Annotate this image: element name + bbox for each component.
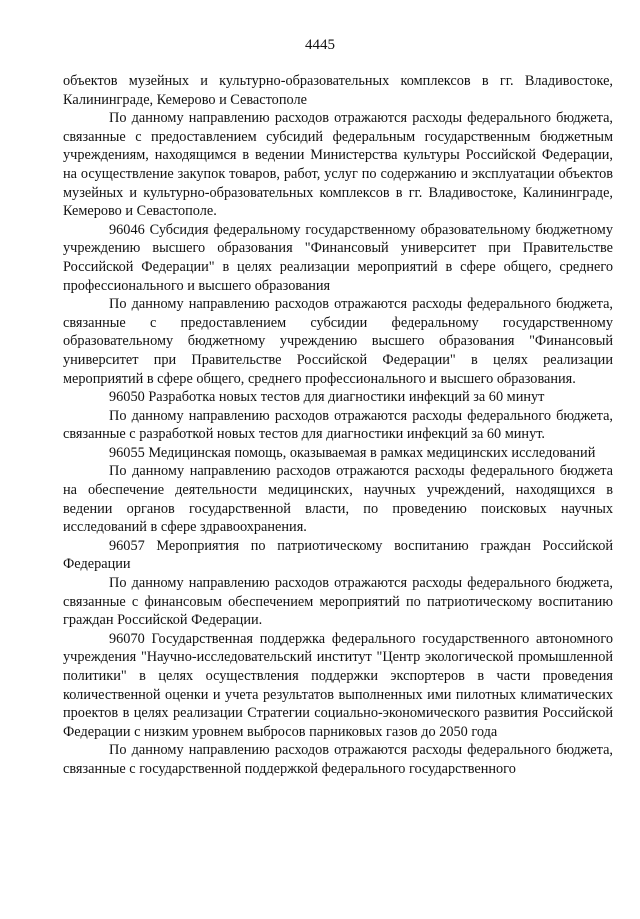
paragraph-description: По данному направлению расходов отражаются расходы федерального бюджета, связанные с предоставлением субсидий федеральным государственным бюджетным учреждениям, находящимся в ведении Министерства культуры Российской Федерации, на осуществление закупок товаров, работ, услуг по содержанию и эксплуатации объектов музейных и культурно-образовательных комплексов в гг. Владивостоке, Калининграде, Кемерово и Севастополе. — [63, 110, 613, 220]
paragraph-heading-96055: 96055 Медицинская помощь, оказываемая в рамках медицинских исследований — [109, 444, 596, 461]
document-body — [63, 72, 613, 779]
paragraph-description: По данному направлению расходов отражаются расходы федерального бюджета, связанные с государственной поддержкой федерального государственного — [63, 742, 613, 777]
paragraph-continuation: объектов музейных и культурно-образовательных комплексов в гг. Владивостоке, Калининграде, Кемерово и Севастополе — [63, 73, 613, 108]
paragraph-heading-96046: 96046 Субсидия федеральному государственному образовательному бюджетному учреждению высшего образования "Финансовый университет при Правительстве Российской Федерации" в целях реализации мероприятий в сфере общего, среднего профессионального и высшего образования — [63, 221, 613, 294]
paragraph-heading-96070: 96070 Государственная поддержка федерального государственного автономного учреждения "Научно-исследовательский институт "Центр экологической промышленной политики" в целях осуществления поддержки экспортеров в части проведения количественной оценки и учета результатов выполненных ими пилотных климатических проектов в целях реализации Стратегии социально-экономического развития Российской Федерации с низким уровнем выбросов парниковых газов до 2050 года — [63, 630, 613, 740]
page-number: 4445 — [305, 37, 335, 53]
paragraph-heading-96057: 96057 Мероприятия по патриотическому воспитанию граждан Российской Федерации — [63, 537, 613, 573]
paragraph-heading-96050: 96050 Разработка новых тестов для диагностики инфекций за 60 минут — [109, 389, 545, 406]
paragraph-description: По данному направлению расходов отражаются расходы федерального бюджета, связанные с разработкой новых тестов для диагностики инфекций за 60 минут. — [63, 407, 613, 443]
paragraph-description: По данному направлению расходов отражаются расходы федерального бюджета, связанные с предоставлением субсидии федеральному государственному образовательному бюджетному учреждению высшего образования "Финансовый университет при Правительстве Российской Федерации" в целях реализации мероприятий в сфере общего, среднего профессионального и высшего образования. — [63, 296, 613, 387]
paragraph-description: По данному направлению расходов отражаются расходы федерального бюджета, связанные с финансовым обеспечением мероприятий по патриотическому воспитанию граждан Российской Федерации. — [63, 575, 613, 629]
paragraph-description: По данному направлению расходов отражаются расходы федерального бюджета на обеспечение деятельности медицинских, научных учреждений, находящихся в ведении органов государственной власти, по проведению поисковых научных исследований в сфере здравоохранения. — [63, 463, 613, 536]
